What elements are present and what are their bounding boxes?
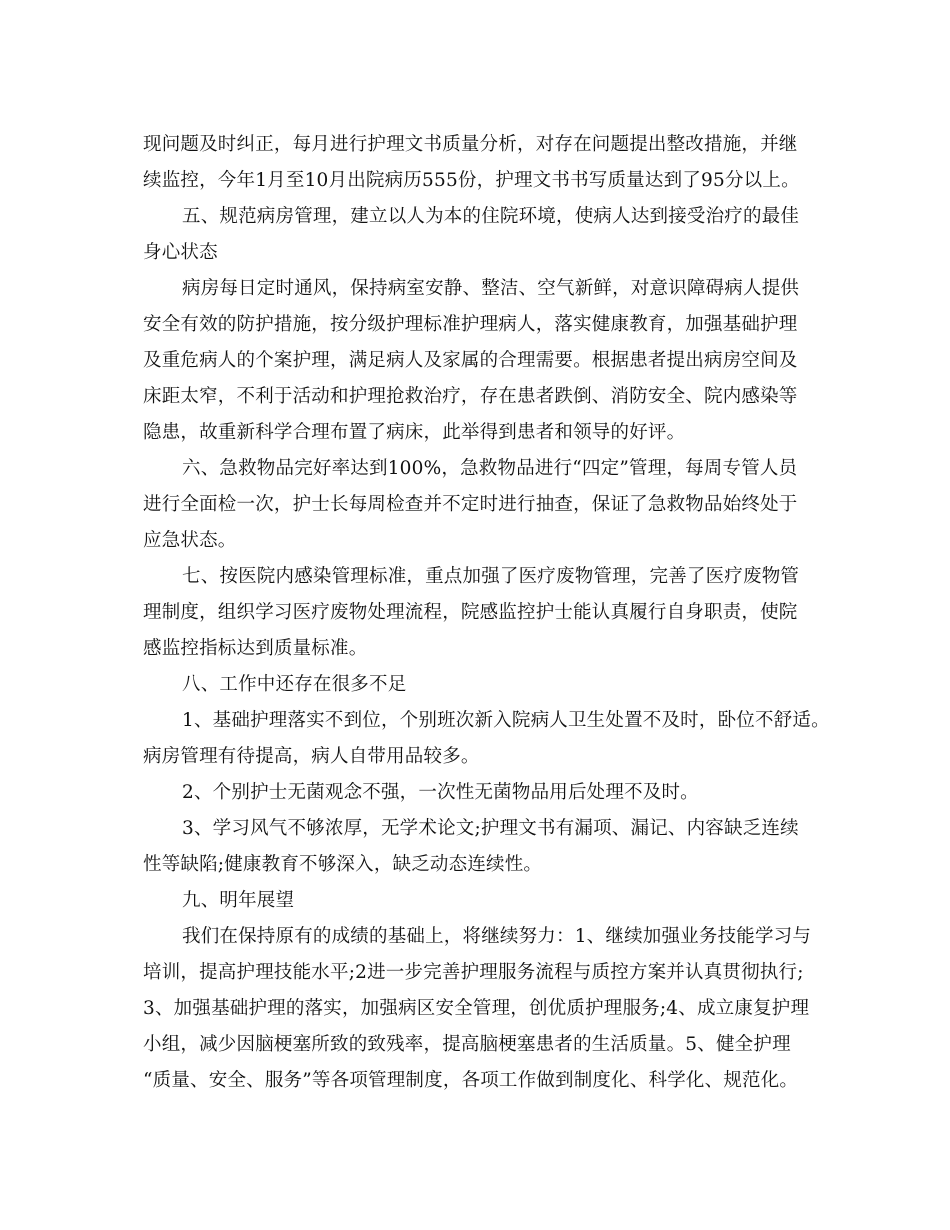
text-line: 床距太窄，不利于活动和护理抢救治疗，存在患者跌倒、消防安全、院内感染等 [143,386,798,407]
section-heading: 身心状态 [143,242,218,263]
section-heading: 五、规范病房管理，建立以人为本的住院环境，使病人达到接受治疗的最佳 [182,206,800,227]
text-line: “质量、安全、服务”等各项管理制度，各项工作做到制度化、科学化、规范化。 [143,1070,799,1091]
text-line: 现问题及时纠正，每月进行护理文书质量分析，对存在问题提出整改措施，并继 [143,134,798,155]
section-heading: 八、工作中还存在很多不足 [182,674,407,695]
text-line: 病房每日定时通风，保持病室安静、整洁、空气新鲜，对意识障碍病人提供 [182,278,800,299]
text-line: 培训，提高护理技能水平;2进一步完善护理服务流程与质控方案并认真贯彻执行; [143,962,804,983]
section-heading: 九、明年展望 [182,890,295,911]
text-line: 应急状态。 [143,530,237,551]
text-line: 我们在保持原有的成绩的基础上，将继续努力：1、继续加强业务技能学习与 [182,926,812,947]
text-line: 隐患，故重新科学合理布置了病床，此举得到患者和领导的好评。 [143,422,686,443]
text-line: 及重危病人的个案护理，满足病人及家属的合理需要。根据患者提出病房空间及 [143,350,798,371]
text-line: 性等缺陷;健康教育不够深入，缺乏动态连续性。 [143,854,543,875]
text-line: 进行全面检一次，护士长每周检查并不定时进行抽查，保证了急救物品始终处于 [143,494,798,515]
text-line: 六、急救物品完好率达到100%，急救物品进行“四定”管理，每周专管人员 [182,458,798,479]
text-line: 3、加强基础护理的落实，加强病区安全管理，创优质护理服务;4、成立康复护理 [143,998,810,1019]
text-line: 2、个别护士无菌观念不强，一次性无菌物品用后处理不及时。 [182,782,699,803]
text-line: 病房管理有待提高，病人自带用品较多。 [143,746,480,767]
text-line: 感监控指标达到质量标准。 [143,638,368,659]
text-line: 续监控，今年1月至10月出院病历555份，护理文书书写质量达到了95分以上。 [143,170,800,191]
text-line: 理制度，组织学习医疗废物处理流程，院感监控护士能认真履行自身职责，使院 [143,602,798,623]
text-line: 1、基础护理落实不到位，个别班次新入院病人卫生处置不及时，卧位不舒适。 [182,710,830,731]
text-line: 小组，减少因脑梗塞所致的致残率，提高脑梗塞患者的生活质量。5、健全护理 [143,1034,791,1055]
text-line: 3、学习风气不够浓厚，无学术论文;护理文书有漏项、漏记、内容缺乏连续 [182,818,799,839]
text-line: 七、按医院内感染管理标准，重点加强了医疗废物管理，完善了医疗废物管 [182,566,800,587]
text-line: 安全有效的防护措施，按分级护理标准护理病人，落实健康教育，加强基础护理 [143,314,798,335]
